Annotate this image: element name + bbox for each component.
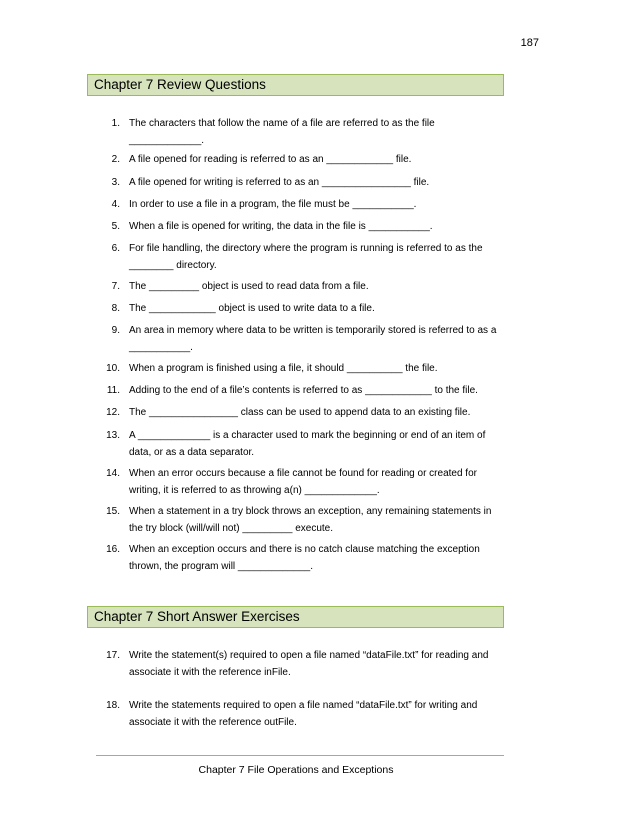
- item-number: 8.: [111, 303, 120, 314]
- item-text: In order to use a file in a program, the file must be ___________.: [129, 199, 417, 210]
- item-number: 10.: [106, 363, 120, 374]
- item-text: The ________________ class can be used to append data to an existing file.: [129, 407, 471, 418]
- item-text: The ____________ object is used to write data to a file.: [129, 303, 375, 314]
- item-text: The characters that follow the name of a file are referred to as the file _____________.: [129, 118, 435, 146]
- item-text: The _________ object is used to read data from a file.: [129, 281, 369, 292]
- item-text: An area in memory where data to be written is temporarily stored is referred to as a ___________.: [129, 325, 497, 353]
- item-text: Write the statement(s) required to open a file named “dataFile.txt” for reading and associate it with the reference inFile.: [129, 650, 489, 678]
- item-number: 3.: [111, 177, 120, 188]
- item-number: 1.: [111, 118, 120, 129]
- item-text: When a file is opened for writing, the data in the file is ___________.: [129, 221, 433, 232]
- item-number: 13.: [106, 430, 120, 441]
- page-number: 187: [520, 37, 539, 49]
- item-text: Adding to the end of a file’s contents is referred to as ____________ to the file.: [129, 385, 478, 396]
- footer-divider: [96, 755, 504, 756]
- item-number: 6.: [111, 243, 120, 254]
- item-text: When a statement in a try block throws an exception, any remaining statements in the try block (will/will not) _________ execute.: [129, 506, 492, 534]
- item-number: 12.: [106, 407, 120, 418]
- item-number: 14.: [106, 468, 120, 479]
- item-text: When a program is finished using a file, it should __________ the file.: [129, 363, 438, 374]
- item-text: Write the statements required to open a file named “dataFile.txt” for writing and associate it with the reference outFile.: [129, 700, 478, 728]
- item-text: A file opened for writing is referred to as an ________________ file.: [129, 177, 430, 188]
- item-number: 16.: [106, 544, 120, 555]
- item-text: When an error occurs because a file cannot be found for reading or created for writing, it is referred to as throwing a(n) _____________.: [129, 468, 477, 496]
- footer-chapter-title: Chapter 7 File Operations and Exceptions: [198, 764, 394, 776]
- item-text: A file opened for reading is referred to as an ____________ file.: [129, 154, 412, 165]
- item-text: For file handling, the directory where the program is running is referred to as the ________ directory.: [129, 243, 483, 271]
- item-number: 17.: [106, 650, 120, 661]
- review-questions-header: Chapter 7 Review Questions: [87, 74, 504, 96]
- item-number: 9.: [111, 325, 120, 336]
- short-answer-header: Chapter 7 Short Answer Exercises: [87, 606, 504, 628]
- item-number: 5.: [111, 221, 120, 232]
- item-number: 7.: [111, 281, 120, 292]
- item-number: 18.: [106, 700, 120, 711]
- item-number: 15.: [106, 506, 120, 517]
- item-number: 11.: [106, 385, 120, 396]
- item-text: When an exception occurs and there is no catch clause matching the exception thrown, the program will _____________.: [129, 544, 480, 572]
- item-number: 4.: [111, 199, 120, 210]
- item-text: A _____________ is a character used to mark the beginning or end of an item of data, or as a data separator.: [129, 430, 486, 458]
- item-number: 2.: [111, 154, 120, 165]
